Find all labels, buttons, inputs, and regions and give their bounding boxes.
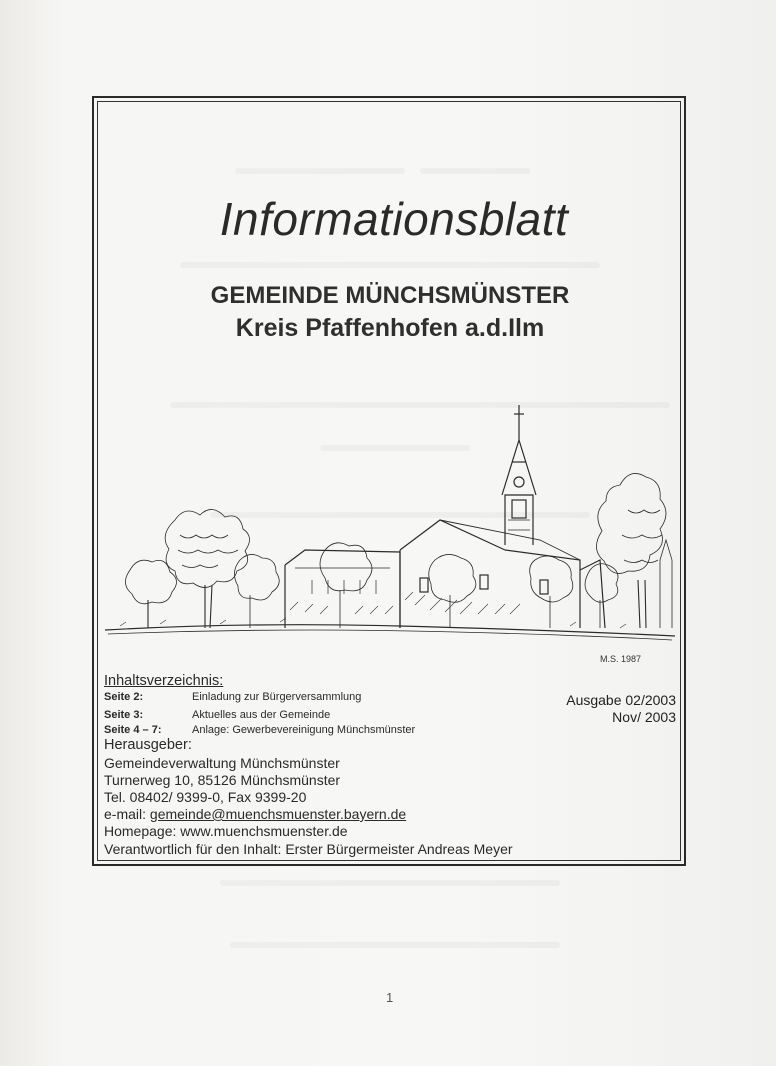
edition-date: Nov/ 2003	[612, 709, 676, 725]
toc-entry	[104, 709, 330, 721]
toc-heading: Inhaltsverzeichnis:	[104, 673, 224, 689]
document-title: Informationsblatt	[219, 193, 569, 245]
page-number: 1	[386, 990, 394, 1005]
church-village-sketch-icon	[100, 400, 680, 670]
toc-entry	[104, 691, 361, 703]
email-label: e-mail:	[104, 806, 150, 822]
toc-page: Seite 3:	[104, 709, 144, 721]
email-link[interactable]: gemeinde@muenchsmuenster.bayern.de	[149, 806, 407, 822]
publisher-phone: Tel. 08402/ 9399-0, Fax 9399-20	[104, 789, 307, 805]
publisher-heading: Herausgeber:	[104, 737, 192, 753]
edition-issue: Ausgabe 02/2003	[566, 692, 676, 708]
toc-entry	[104, 724, 415, 736]
publisher-email-line	[104, 806, 406, 822]
toc-page: Seite 4 – 7:	[104, 724, 162, 736]
bleed-through	[220, 880, 560, 886]
toc-title: Anlage: Gewerbevereinigung Münchsmünster	[192, 724, 416, 736]
bleed-through	[230, 942, 560, 948]
publisher-homepage: Homepage: www.muenchsmuenster.de	[104, 823, 348, 839]
illustration-signature: M.S. 1987	[600, 654, 642, 664]
publisher-address: Turnerweg 10, 85126 Münchsmünster	[104, 772, 341, 788]
toc-title: Einladung zur Bürgerversammlung	[192, 691, 362, 703]
publisher-responsible: Verantwortlich für den Inhalt: Erster Bürgermeister Andreas Meyer	[104, 841, 513, 857]
district-name: Kreis Pfaffenhofen a.d.Ilm	[235, 314, 545, 342]
toc-page: Seite 2:	[104, 691, 144, 703]
toc-title: Aktuelles aus der Gemeinde	[192, 709, 331, 721]
publisher-name: Gemeindeverwaltung Münchsmünster	[104, 755, 340, 771]
municipality-name: GEMEINDE MÜNCHSMÜNSTER	[210, 282, 570, 309]
